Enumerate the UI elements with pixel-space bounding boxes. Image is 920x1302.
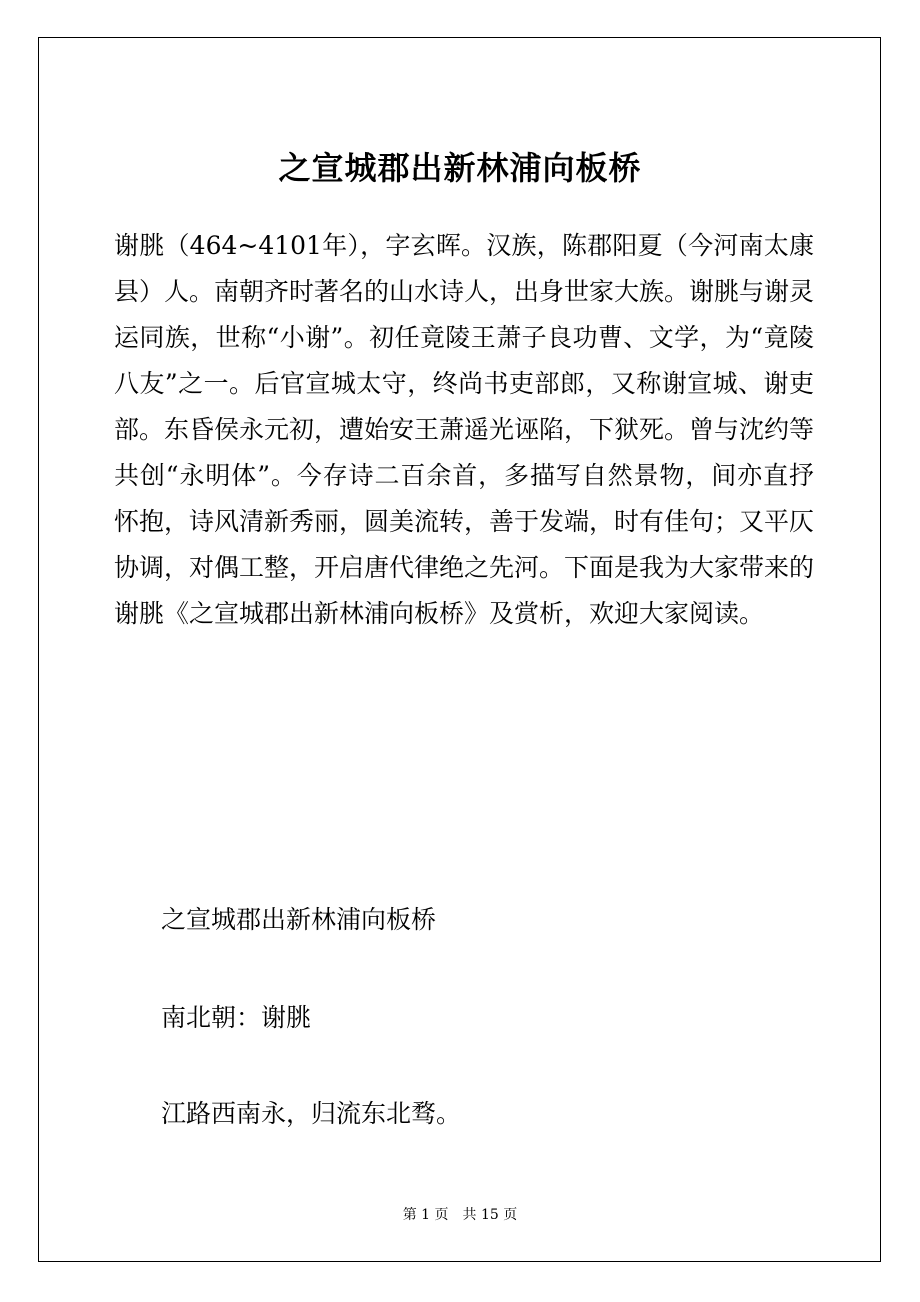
document-title: 之宣城郡出新林浦向板桥 <box>278 149 642 187</box>
page-number-footer: 第 1 页 共 15 页 <box>402 1207 518 1223</box>
poem-author: 南北朝：谢朓 <box>161 1003 312 1032</box>
poem-verse: 江路西南永，归流东北骛。 <box>161 1099 462 1128</box>
intro-paragraph: 谢朓（464~4101年），字玄晖。汉族，陈郡阳夏（今河南太康县）人。南朝齐时著名的山水诗人，出身世家大族。谢朓与谢灵运同族，世称“小谢”。初任竟陵王萧子良功曹、文学，为“竟陵八友”之一。后官宣城太守，终尚书吏部郎，又称谢宣城、谢吏部。东昏侯永元初，遭始安王萧遥光诬陷，下狱死。曾与沈约等共创“永明体”。今存诗二百余首，多描写自然景物，间亦直抒怀抱，诗风清新秀丽，圆美流转，善于发端，时有佳句；又平仄协调，对偶工整，开启唐代律绝之先河。下面是我为大家带来的谢朓《之宣城郡出新林浦向板桥》及赏析，欢迎大家阅读。 <box>114 231 815 628</box>
page-border <box>38 37 881 1262</box>
poem-title: 之宣城郡出新林浦向板桥 <box>161 905 437 934</box>
